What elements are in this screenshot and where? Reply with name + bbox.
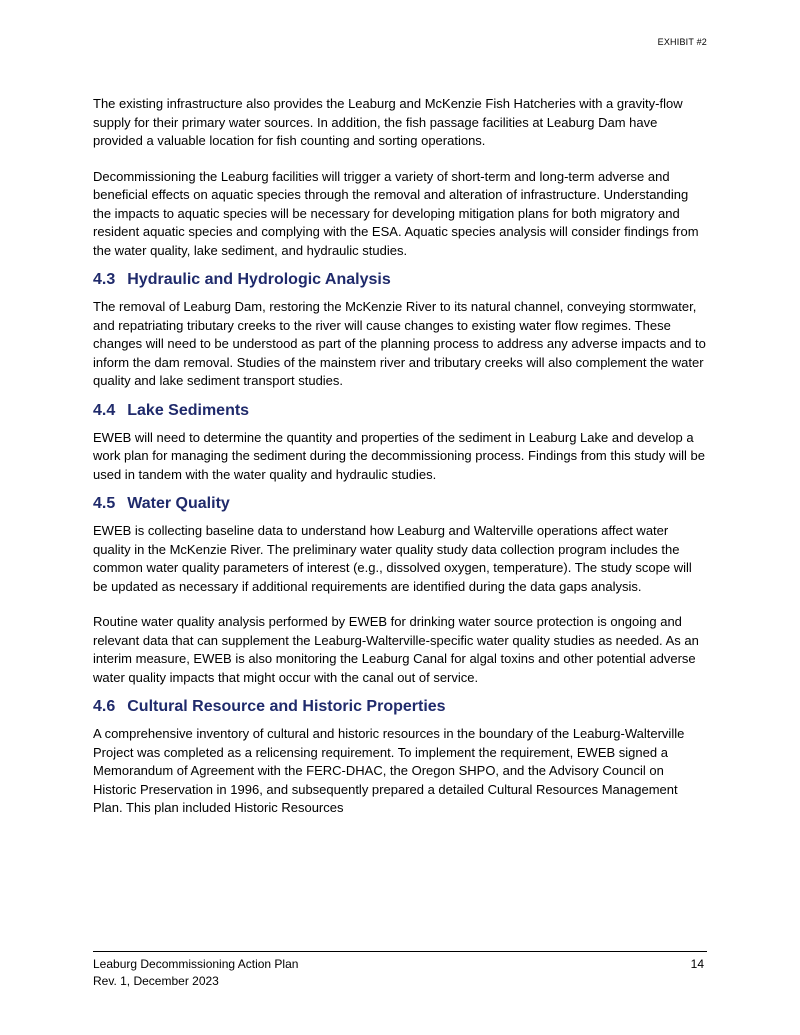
section-number: 4.3: [93, 271, 116, 288]
section-heading-4-4: [93, 401, 707, 421]
page-footer: [93, 951, 707, 990]
section-4-6-paragraph: A comprehensive inventory of cultural and historic resources in the boundary of the Leaburg-Walterville Project was completed as a relicensing requirement. To implement the requirement, EWEB signed a Memorandum of Agreement with the FERC-DHAC, the Oregon SHPO, and the Advisory Council on Historic Preservation in 1996, and subsequently prepared a detailed Cultural Resources Management Plan. This plan included Historic Resources: [93, 726, 685, 815]
section-number: 4.5: [93, 495, 116, 512]
footer-revision: Rev. 1, December 2023: [93, 974, 219, 988]
section-number: 4.4: [93, 401, 116, 419]
body-paragraph-hatcheries: The existing infrastructure also provides the Leaburg and McKenzie Fish Hatcheries with a gravity-flow supply for their primary water sources. In addition, the fish passage facilities at Leaburg Dam have provided a valuable location for fish counting and sorting operations.: [93, 96, 683, 148]
section-number: 4.6: [93, 698, 116, 715]
section-title: Lake Sediments: [127, 401, 250, 419]
footer-row: [93, 956, 707, 973]
section-4-3-paragraph: The removal of Leaburg Dam, restoring the McKenzie River to its natural channel, conveying stormwater, and repatriating tributary creeks to the river will cause changes to existing water flow regimes. These changes will need to be understood as part of the planning process to address any adverse impacts and to inform the dam removal. Studies of the mainstem river and tributary creeks will also complement the water quality and lake sediment transport studies.: [93, 299, 706, 388]
section-title: Water Quality: [127, 495, 230, 512]
document-body: [93, 95, 707, 818]
section-title: Cultural Resource and Historic Properties: [127, 698, 446, 715]
exhibit-label: EXHIBIT #2: [657, 37, 707, 47]
section-heading-4-6: [93, 697, 707, 717]
body-paragraph-decommissioning: Decommissioning the Leaburg facilities will trigger a variety of short-term and long-term adverse and beneficial effects on aquatic species through the removal and alteration of infrastructure. Understanding the impacts to aquatic species will be necessary for developing mitigation plans for both migratory and resident aquatic species and complying with the ESA. Aquatic species analysis will consider findings from the water quality, lake sediment, and hydraulic studies.: [93, 168, 699, 258]
section-heading-4-3: [93, 270, 707, 290]
section-4-4-paragraph: EWEB will need to determine the quantity and properties of the sediment in Leaburg Lake and develop a work plan for managing the sediment during the decommissioning process. Findings from this study will be used in tandem with the water quality and hydraulic studies.: [93, 429, 706, 482]
footer-document-title: Leaburg Decommissioning Action Plan: [93, 957, 299, 971]
section-title: Hydraulic and Hydrologic Analysis: [127, 271, 391, 288]
section-4-5-paragraph-1: EWEB is collecting baseline data to understand how Leaburg and Walterville operations affect water quality in the McKenzie River. The preliminary water quality study data collection program includes the common water quality parameters of interest (e.g., dissolved oxygen, temperature). The study scope will be updated as necessary if additional requirements are identified during the data gaps analysis.: [93, 523, 692, 594]
section-4-5-paragraph-2: Routine water quality analysis performed by EWEB for drinking water source protection is ongoing and relevant data that can supplement the Leaburg-Walterville-specific water quality studies as needed. As an interim measure, EWEB is also monitoring the Leaburg Canal for algal toxins and other potential adverse water quality impacts that might occur with the canal out of service.: [93, 614, 699, 685]
section-heading-4-5: [93, 494, 707, 514]
page-number: 14: [690, 957, 704, 971]
